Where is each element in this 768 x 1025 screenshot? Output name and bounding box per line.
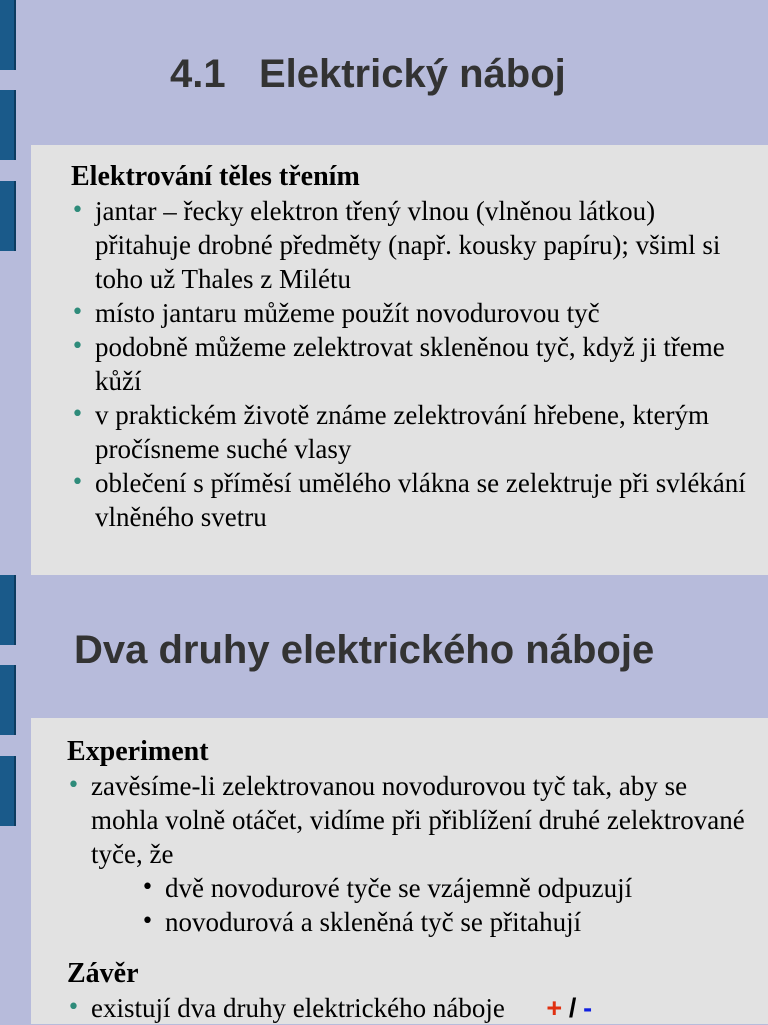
experiment-heading: Experiment [67,736,209,767]
list-item: • místo jantaru můžeme použít novodurovou tyč [71,296,748,330]
bullet-list [71,194,748,534]
list-item: • v praktickém životě známe zelektrování hřebene, kterým pročísneme suché vlasy [71,398,748,466]
list-item: • jantar – řecky elektron třený vlnou (vlněnou látkou) přitahuje drobné předměty (např. kousky papíru); všiml si toho už Thales z Milétu [71,194,748,296]
slide1-title: 4.1 Elektrický náboj [170,52,566,96]
conclusion-list [67,991,748,1025]
slash-sign: / [568,993,577,1023]
sub-bullet-list [67,871,748,939]
sub-list-item: • novodurová a skleněná tyč se přitahují [141,905,748,939]
minus-sign: - [583,993,593,1023]
list-item: • podobně můžeme zelektrovat skleněnou tyč, když ji třeme kůží [71,330,748,398]
sub-list-item: • dvě novodurové tyče se vzájemně odpuzují [141,871,748,905]
experiment-list [67,769,748,871]
slide-edge-tab [0,181,16,251]
slide-edge-tab [0,665,16,735]
section-heading: Elektrování těles třením [71,161,360,192]
slide2-content-panel [31,718,768,1024]
slide2-title: Dva druhy elektrického náboje [74,628,655,672]
plus-sign: + [546,993,563,1023]
list-item: • zavěsíme-li zelektrovanou novodurovou tyč tak, aby se mohla volně otáčet, vidíme při přiblížení druhé zelektrované tyče, že [67,769,748,871]
list-item [67,991,748,1025]
slide1-content-panel [31,145,768,575]
conclusion-text: existují dva druhy elektrického náboje [91,993,505,1023]
conclusion-heading: Závěr [67,958,139,989]
slide-edge-tab [0,756,16,826]
slide-edge-tab [0,90,16,160]
slide-edge-tab [0,575,16,645]
list-item: • oblečení s příměsí umělého vlákna se zelektruje při svlékání vlněného svetru [71,466,748,534]
slide-edge-tab [0,0,16,70]
